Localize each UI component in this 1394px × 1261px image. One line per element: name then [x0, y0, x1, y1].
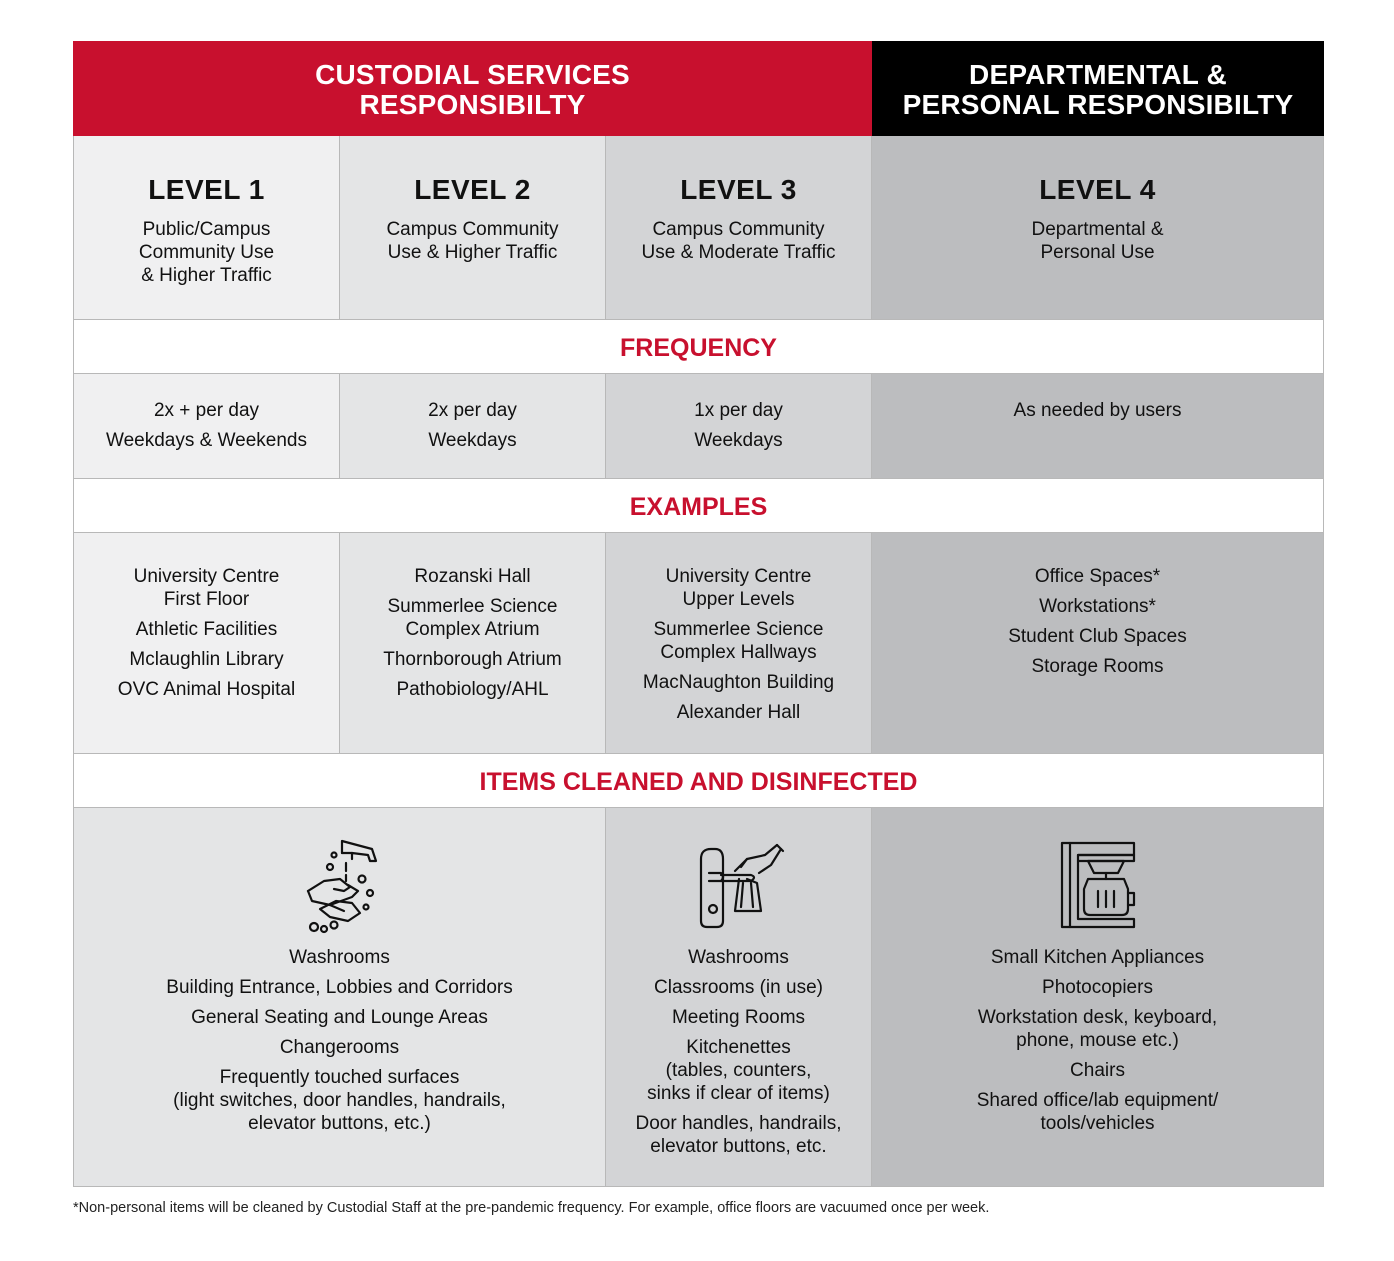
frequency-cell	[340, 374, 606, 478]
level-title: LEVEL 3	[680, 174, 797, 205]
departmental-title: DEPARTMENTAL & PERSONAL RESPONSIBILTY	[902, 59, 1294, 120]
frequency-cell	[606, 374, 872, 478]
custodial-title: CUSTODIAL SERVICES RESPONSIBILTY	[315, 59, 630, 120]
list-item: Summerlee Science Complex Atrium	[387, 596, 558, 640]
frequency-line: As needed by users	[1013, 400, 1182, 421]
examples-row	[73, 533, 1324, 754]
departmental-header	[872, 41, 1324, 136]
list-item: Mclaughlin Library	[129, 649, 284, 670]
list-item: Alexander Hall	[676, 702, 801, 723]
frequency-banner: FREQUENCY	[73, 320, 1324, 374]
list-item: Door handles, handrails, elevator buttons, etc.	[635, 1113, 842, 1157]
frequency-line: Weekdays	[428, 430, 517, 451]
list-item: Washrooms	[688, 947, 789, 968]
list-item: University Centre First Floor	[133, 566, 280, 610]
frequency-line: 1x per day	[694, 400, 783, 421]
list-item: Athletic Facilities	[135, 619, 278, 640]
frequency-line: Weekdays	[694, 430, 783, 451]
custodial-header	[73, 41, 872, 136]
frequency-line: Weekdays & Weekends	[105, 430, 307, 451]
handwashing-icon	[300, 835, 380, 935]
frequency-row	[73, 374, 1324, 479]
level-2-cell	[340, 136, 606, 319]
level-3-cell	[606, 136, 872, 319]
list-item: Office Spaces*	[1034, 566, 1161, 587]
list-item: Student Club Spaces	[1008, 626, 1187, 647]
responsibility-table	[73, 41, 1324, 1187]
list-item: Photocopiers	[1042, 977, 1153, 998]
coffee-maker-icon	[1058, 839, 1138, 931]
list-item: Changerooms	[279, 1037, 400, 1058]
list-item: Kitchenettes (tables, counters, sinks if clear of items)	[647, 1037, 830, 1104]
door-handle-cleaning-icon	[691, 837, 787, 933]
examples-cell	[340, 533, 606, 753]
footnote: *Non-personal items will be cleaned by Custodial Staff at the pre-pandemic frequency. For example, office floors are vacuumed once per week.	[73, 1200, 990, 1216]
examples-banner: EXAMPLES	[73, 479, 1324, 533]
examples-cell	[606, 533, 872, 753]
items-cell-levels-1-2	[74, 808, 606, 1186]
list-item: Chairs	[1070, 1060, 1125, 1081]
list-item: Storage Rooms	[1031, 656, 1164, 677]
list-item: Meeting Rooms	[671, 1007, 806, 1028]
list-item: Classrooms (in use)	[654, 977, 823, 998]
items-row	[73, 808, 1324, 1187]
list-item: Building Entrance, Lobbies and Corridors	[166, 977, 513, 998]
list-item: Thornborough Atrium	[383, 649, 562, 670]
list-item: Small Kitchen Appliances	[990, 947, 1205, 968]
list-item: Frequently touched surfaces (light switches, door handles, handrails, elevator buttons, etc.)	[173, 1067, 506, 1134]
list-item: Washrooms	[289, 947, 390, 968]
level-description: Public/Campus Community Use & Higher Traffic	[138, 219, 275, 286]
frequency-cell	[872, 374, 1323, 478]
list-item: Workstations*	[1039, 596, 1156, 617]
level-title: LEVEL 2	[414, 174, 531, 205]
list-item: Rozanski Hall	[414, 566, 531, 587]
frequency-cell	[74, 374, 340, 478]
level-description: Campus Community Use & Moderate Traffic	[641, 219, 836, 263]
list-item: OVC Animal Hospital	[117, 679, 296, 700]
frequency-line: 2x per day	[428, 400, 517, 421]
level-title: LEVEL 1	[148, 174, 265, 205]
level-description: Campus Community Use & Higher Traffic	[386, 219, 559, 263]
examples-cell	[872, 533, 1323, 753]
list-item: General Seating and Lounge Areas	[191, 1007, 488, 1028]
frequency-line: 2x + per day	[153, 400, 260, 421]
levels-row	[73, 136, 1324, 320]
level-4-cell	[872, 136, 1323, 319]
examples-cell	[74, 533, 340, 753]
list-item: Workstation desk, keyboard, phone, mouse etc.)	[977, 1007, 1218, 1051]
list-item: Shared office/lab equipment/ tools/vehicles	[976, 1090, 1219, 1134]
list-item: Summerlee Science Complex Hallways	[653, 619, 824, 663]
header-row	[73, 41, 1324, 136]
list-item: University Centre Upper Levels	[665, 566, 812, 610]
level-1-cell	[74, 136, 340, 319]
list-item: MacNaughton Building	[642, 672, 835, 693]
level-title: LEVEL 4	[1039, 174, 1156, 205]
level-description: Departmental & Personal Use	[1031, 219, 1164, 263]
list-item: Pathobiology/AHL	[396, 679, 549, 700]
items-banner: ITEMS CLEANED AND DISINFECTED	[73, 754, 1324, 808]
items-cell-level-4	[872, 808, 1323, 1186]
items-cell-level-3	[606, 808, 872, 1186]
